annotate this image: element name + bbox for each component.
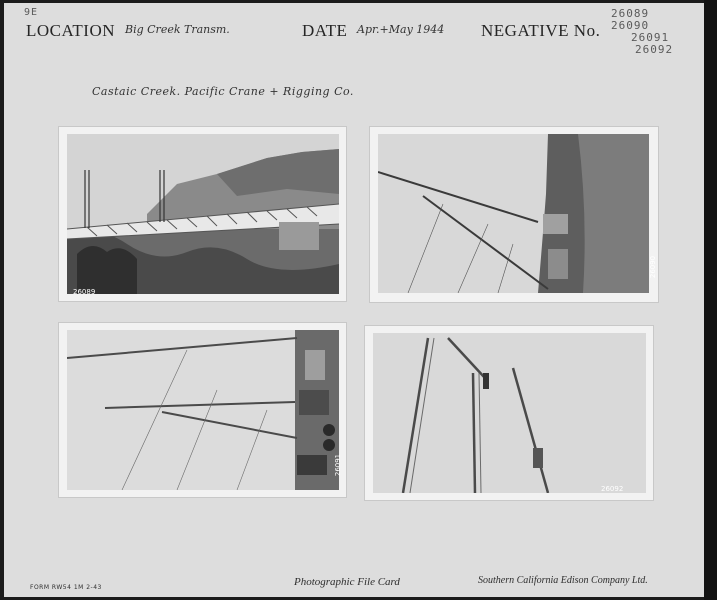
photo-number: 26089 bbox=[73, 288, 96, 296]
negative-number: 26092 bbox=[635, 43, 674, 56]
photo-bridge bbox=[59, 127, 346, 301]
negative-number: 26091 bbox=[631, 31, 670, 44]
photo-crane-hillside bbox=[370, 127, 658, 302]
bridge-photo-image bbox=[67, 134, 339, 294]
crane-towers-photo-image bbox=[373, 333, 646, 493]
crane-hillside-photo-image bbox=[378, 134, 649, 293]
photo-number: 26092 bbox=[601, 485, 624, 493]
footer-title: Photographic File Card bbox=[294, 576, 400, 588]
form-code: FORM RW54 1M 2-43 bbox=[30, 584, 102, 591]
negative-number-label: NEGATIVE No. bbox=[481, 21, 601, 40]
photo-crane-booms bbox=[59, 323, 346, 497]
date-label: DATE bbox=[302, 21, 348, 40]
location-value: Big Creek Transm. bbox=[125, 23, 230, 36]
card-caption: Castaic Creek. Pacific Crane + Rigging Co. bbox=[92, 85, 354, 98]
photo-number: 26091 bbox=[334, 453, 343, 477]
photo-crane-towers bbox=[365, 326, 653, 500]
negative-number: 26090 bbox=[611, 19, 650, 32]
photographic-file-card bbox=[4, 3, 704, 597]
photo-number: 26090 bbox=[649, 255, 658, 279]
crane-booms-photo-image bbox=[67, 330, 339, 490]
negative-number: 26089 bbox=[611, 7, 650, 20]
date-value: Apr.+May 1944 bbox=[357, 23, 445, 36]
location-label: LOCATION bbox=[26, 21, 115, 40]
corner-mark: 9E bbox=[24, 7, 39, 18]
negative-numbers bbox=[611, 8, 673, 56]
scan-edge bbox=[704, 0, 717, 600]
company-name: Southern California Edison Company Ltd. bbox=[478, 575, 648, 586]
